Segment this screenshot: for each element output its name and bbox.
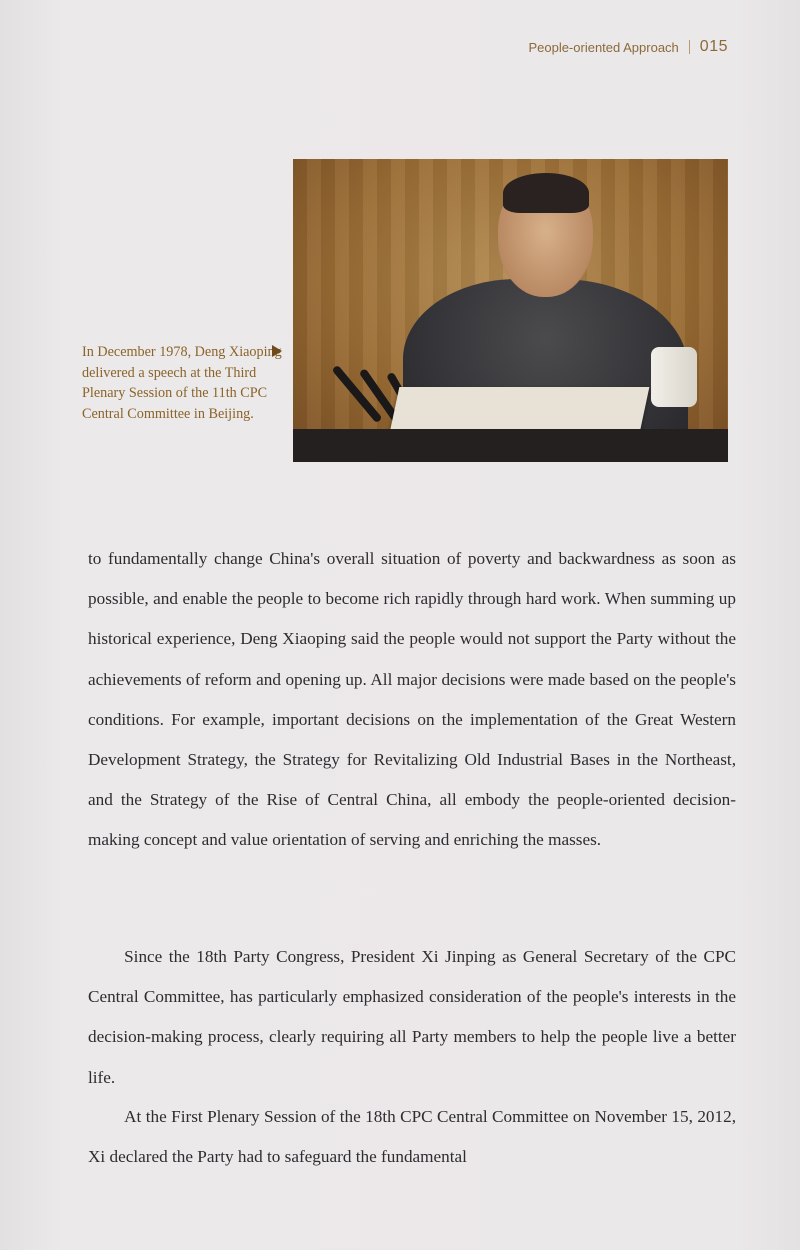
header-divider (689, 40, 690, 54)
running-header (528, 38, 728, 56)
header-title: People-oriented Approach (528, 39, 679, 55)
body-paragraph: At the First Plenary Session of the 18th CPC Central Committee on November 15, 2012, Xi declared the Party had to safeguard the fundamental (88, 1107, 736, 1167)
photo-teacup (651, 347, 697, 407)
photo-figure-hair (503, 173, 589, 213)
page-number: 015 (699, 38, 728, 55)
photo-caption (82, 342, 282, 424)
caption-text: In December 1978, Deng Xiaoping delivered a speech at the Third Plenary Session of the 11th CPC Central Committee in Beijing. (82, 344, 282, 422)
body-paragraph: to fundamentally change China's overall situation of poverty and backwardness as soon as possible, and enable the people to become rich rapidly through hard work. When summing up historical experience, Deng Xiaoping said the people would not support the Party without the achievements of reform and opening up. All major decisions were made based on the people's conditions. For example, important decisions on the implementation of the Great Western Development Strategy, the Strategy for Revitalizing Old Industrial Bases in the Northeast, and the Strategy of the Rise of Central China, all embody the people-oriented decision-making concept and value orientation of serving and enriching the masses. (88, 549, 736, 850)
body-paragraph: Since the 18th Party Congress, President Xi Jinping as General Secretary of the CPC Central Committee, has particularly emphasized consideration of the people's interests in the decision-making process, clearly requiring all Party members to help the people live a better life. (88, 947, 736, 1087)
photo-desk (293, 429, 728, 462)
historical-photo (293, 159, 728, 462)
caption-pointer-icon (272, 345, 282, 357)
